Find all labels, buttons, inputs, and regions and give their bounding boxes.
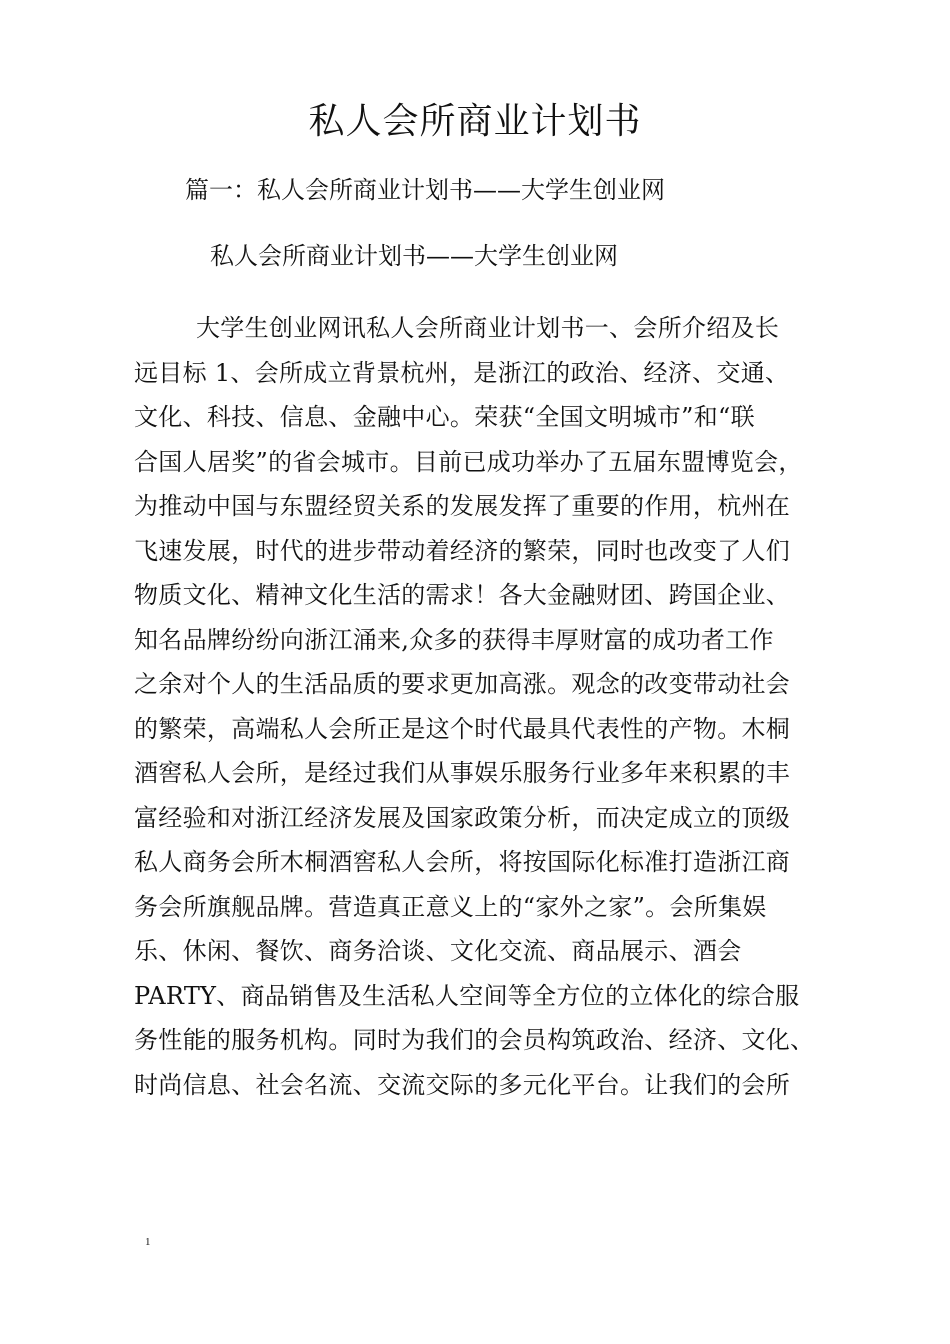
body-line: 富经验和对浙江经济发展及国家政策分析，而决定成立的顶级 [134, 803, 791, 832]
body-line: 酒窖私人会所，是经过我们从事娱乐服务行业多年来积累的丰 [134, 759, 791, 787]
section-heading: 篇一：私人会所商业计划书——大学生创业网 [185, 176, 665, 204]
body-line: 私人商务会所木桐酒窖私人会所，将按国际化标准打造浙江商 [134, 848, 791, 876]
body-line: PARTY、商品销售及生活私人空间等全方位的立体化的综合服 [134, 981, 800, 1010]
body-line: 合国人居奖”的省会城市。目前已成功举办了五届东盟博览会， [134, 447, 803, 476]
body-line: 大学生创业网讯私人会所商业计划书一、会所介绍及长 [196, 314, 780, 342]
body-line: 物质文化、精神文化生活的需求！各大金融财团、跨国企业、 [134, 581, 791, 609]
body-line: 为推动中国与东盟经贸关系的发展发挥了重要的作用，杭州在 [134, 492, 791, 520]
body-line: 乐、休闲、餐饮、商务洽谈、文化交流、商品展示、酒会 [134, 937, 742, 965]
body-line: 远目标 1、会所成立背景杭州，是浙江的政治、经济、交通、 [134, 358, 790, 387]
body-line: 之余对个人的生活品质的要求更加高涨。观念的改变带动社会 [134, 670, 791, 698]
body-line: 的繁荣，高端私人会所正是这个时代最具代表性的产物。木桐 [134, 714, 791, 743]
page-number: 1 [145, 1236, 151, 1248]
body-line: 时尚信息、社会名流、交流交际的多元化平台。让我们的会所 [134, 1070, 791, 1099]
body-paragraph [134, 306, 854, 1107]
body-line: 务会所旗舰品牌。营造真正意义上的“家外之家”。会所集娱 [134, 892, 767, 921]
body-line: 务性能的服务机构。同时为我们的会员构筑政治、经济、文化、 [134, 1026, 815, 1054]
document-title: 私人会所商业计划书 [308, 101, 642, 142]
body-line: 知名品牌纷纷向浙江涌来,众多的获得丰厚财富的成功者工作 [134, 625, 774, 654]
article-subheading: 私人会所商业计划书——大学生创业网 [210, 242, 618, 270]
body-line: 文化、科技、信息、金融中心。荣获“全国文明城市”和“联 [134, 403, 755, 431]
body-line: 飞速发展，时代的进步带动着经济的繁荣，同时也改变了人们 [134, 536, 791, 565]
